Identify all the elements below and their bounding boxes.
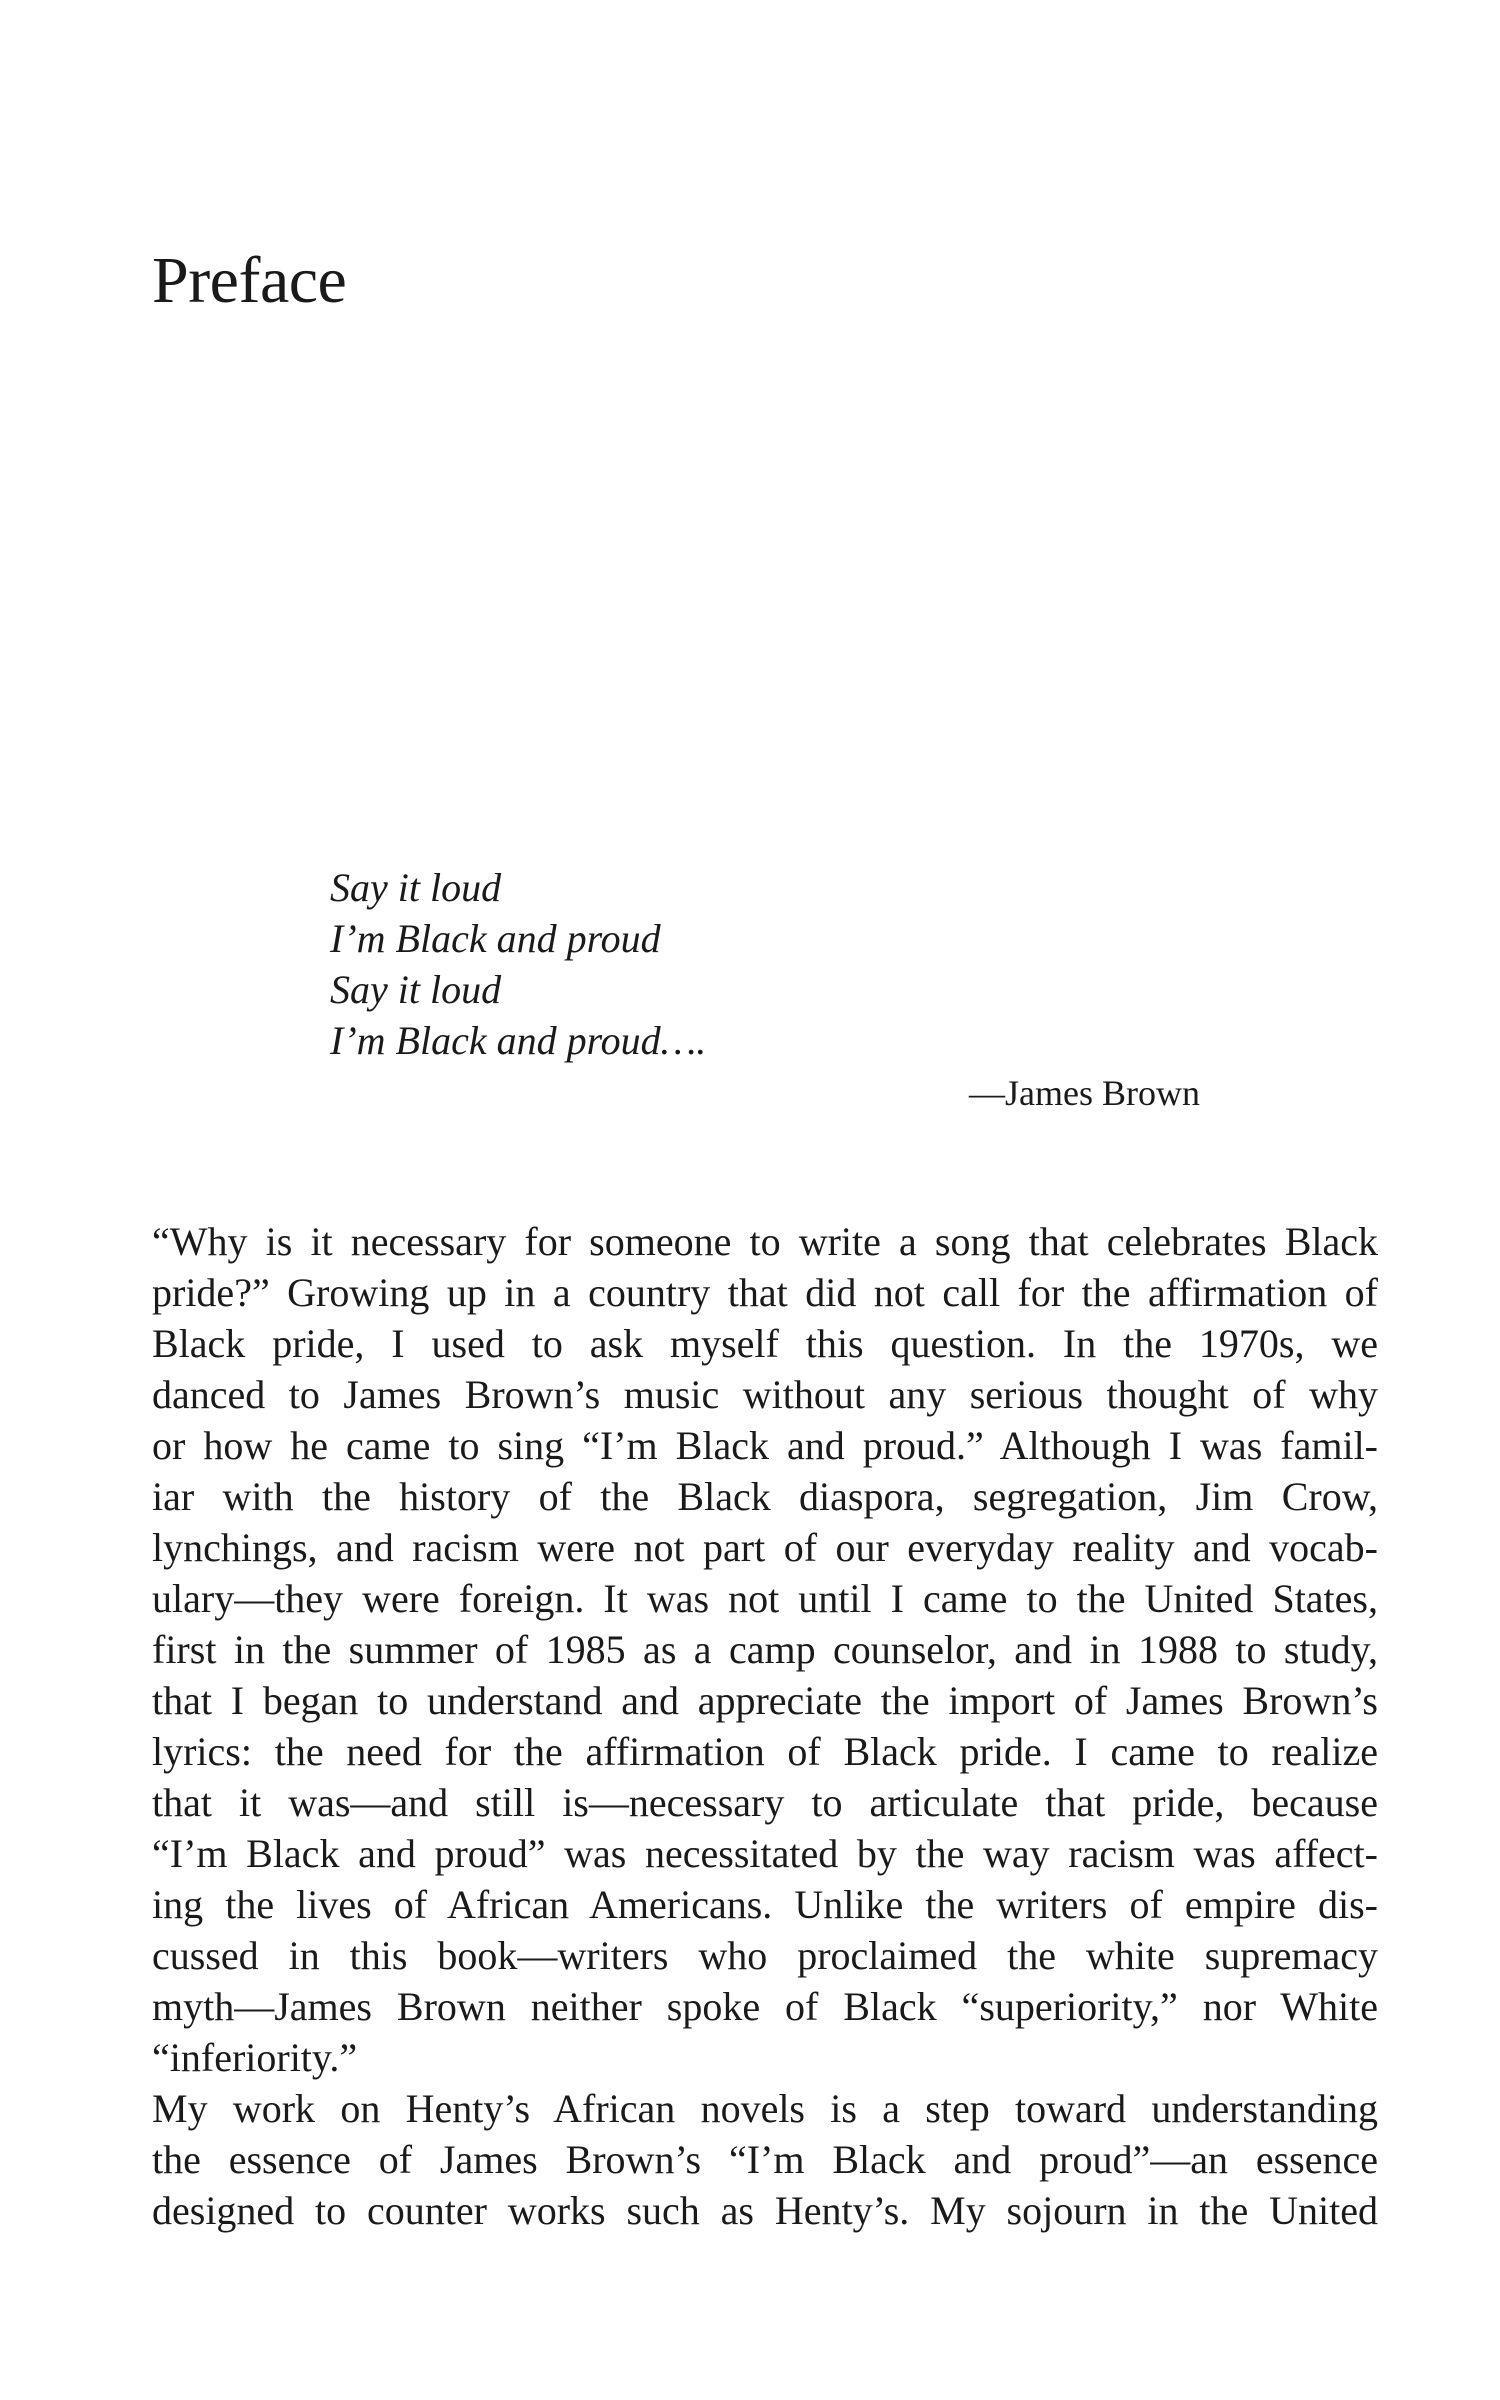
text-line: lynchings, and racism were not part of our everyday reality and vocab-	[152, 1525, 1378, 1570]
text-line: first in the summer of 1985 as a camp counselor, and in 1988 to study,	[152, 1627, 1378, 1672]
text-line: myth—James Brown neither spoke of Black “superiority,” nor White	[152, 1984, 1378, 2029]
epigraph-line: Say it loud	[330, 865, 502, 910]
epigraph-line: I’m Black and proud….	[330, 1018, 707, 1063]
epigraph-line: Say it loud	[330, 967, 502, 1012]
text-line: designed to counter works such as Henty’s. My sojourn in the United	[152, 2188, 1378, 2233]
text-line: iar with the history of the Black diaspora, segregation, Jim Crow,	[152, 1474, 1378, 1519]
text-line: “I’m Black and proud” was necessitated by the way racism was affect-	[152, 1831, 1378, 1876]
text-line: “inferiority.”	[152, 2035, 358, 2080]
page-title: Preface	[152, 244, 347, 317]
body-text	[152, 1216, 1378, 2236]
text-line: that it was—and still is—necessary to articulate that pride, because	[152, 1780, 1378, 1825]
epigraph-attribution: —James Brown	[969, 1073, 1200, 1113]
text-line: lyrics: the need for the affirmation of Black pride. I came to realize	[152, 1729, 1378, 1774]
text-line: that I began to understand and appreciate the import of James Brown’s	[152, 1678, 1378, 1723]
paragraph	[152, 2083, 1378, 2236]
text-line: ing the lives of African Americans. Unlike the writers of empire dis-	[152, 1882, 1378, 1927]
text-line: “Why is it necessary for someone to write a song that celebrates Black	[152, 1219, 1378, 1264]
epigraph-line: I’m Black and proud	[330, 916, 661, 961]
text-line: pride?” Growing up in a country that did not call for the affirmation of	[152, 1270, 1378, 1315]
text-line: danced to James Brown’s music without any serious thought of why	[152, 1372, 1378, 1417]
text-line: the essence of James Brown’s “I’m Black and proud”—an essence	[152, 2137, 1378, 2182]
paragraph	[152, 1216, 1378, 2083]
text-line: My work on Henty’s African novels is a step toward understanding	[152, 2086, 1378, 2131]
text-line: ulary—they were foreign. It was not until I came to the United States,	[152, 1576, 1378, 1621]
text-line: or how he came to sing “I’m Black and proud.” Although I was famil-	[152, 1423, 1378, 1468]
text-line: cussed in this book—writers who proclaimed the white supremacy	[152, 1933, 1378, 1978]
text-line: Black pride, I used to ask myself this question. In the 1970s, we	[152, 1321, 1378, 1366]
epigraph	[330, 862, 1200, 1114]
